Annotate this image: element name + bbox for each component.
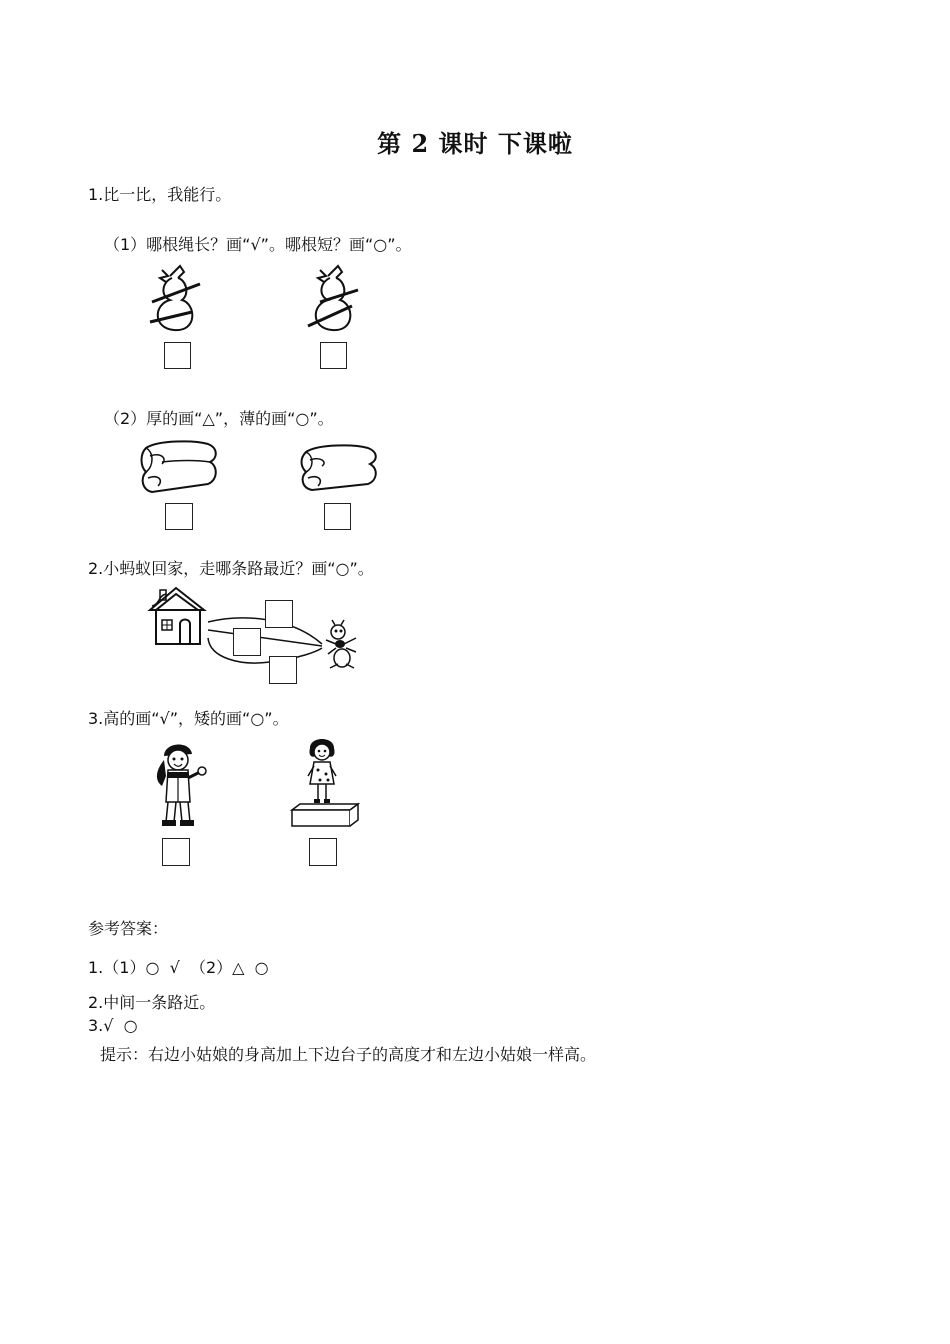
ant-icon — [322, 622, 360, 670]
folded-quilt-thick-image — [138, 438, 220, 496]
question-1-heading: 1.比一比，我能行。 — [88, 185, 232, 204]
answer-hint: 提示：右边小姑娘的身高加上下边台子的高度才和左边小姑娘一样高。 — [100, 1045, 597, 1064]
tall-girl-image — [150, 736, 212, 830]
question-1-part-2: （2）厚的画“△”，薄的画“○”。 — [104, 409, 334, 428]
folded-quilt-thin-image — [298, 442, 380, 494]
question-3-heading: 3.高的画“√”，矮的画“○”。 — [88, 709, 289, 728]
answer-3: 3.√ ○ — [88, 1016, 138, 1035]
answer-key-heading: 参考答案： — [88, 919, 169, 938]
answer-box-1-1-left[interactable] — [164, 342, 191, 369]
answer-box-3-right[interactable] — [309, 838, 337, 866]
page-title: 第 2 课时 下课啦 — [377, 129, 573, 158]
route-box-middle[interactable] — [233, 628, 261, 656]
gourd-rope-long-image — [140, 262, 210, 337]
answer-2: 2.中间一条路近。 — [88, 993, 216, 1012]
route-box-bottom[interactable] — [269, 656, 297, 684]
question-1-part-1: （1）哪根绳长？画“√”。哪根短？画“○”。 — [104, 235, 412, 254]
short-girl-on-block-image — [288, 736, 360, 828]
answer-box-1-2-left[interactable] — [165, 503, 193, 530]
question-2-heading: 2.小蚂蚁回家，走哪条路最近？画“○”。 — [88, 559, 374, 578]
gourd-rope-short-image — [298, 262, 368, 337]
answer-box-1-1-right[interactable] — [320, 342, 347, 369]
answer-1: 1.（1）○ √ （2）△ ○ — [88, 958, 269, 977]
answer-box-3-left[interactable] — [162, 838, 190, 866]
route-box-top[interactable] — [265, 600, 293, 628]
answer-box-1-2-right[interactable] — [324, 503, 351, 530]
